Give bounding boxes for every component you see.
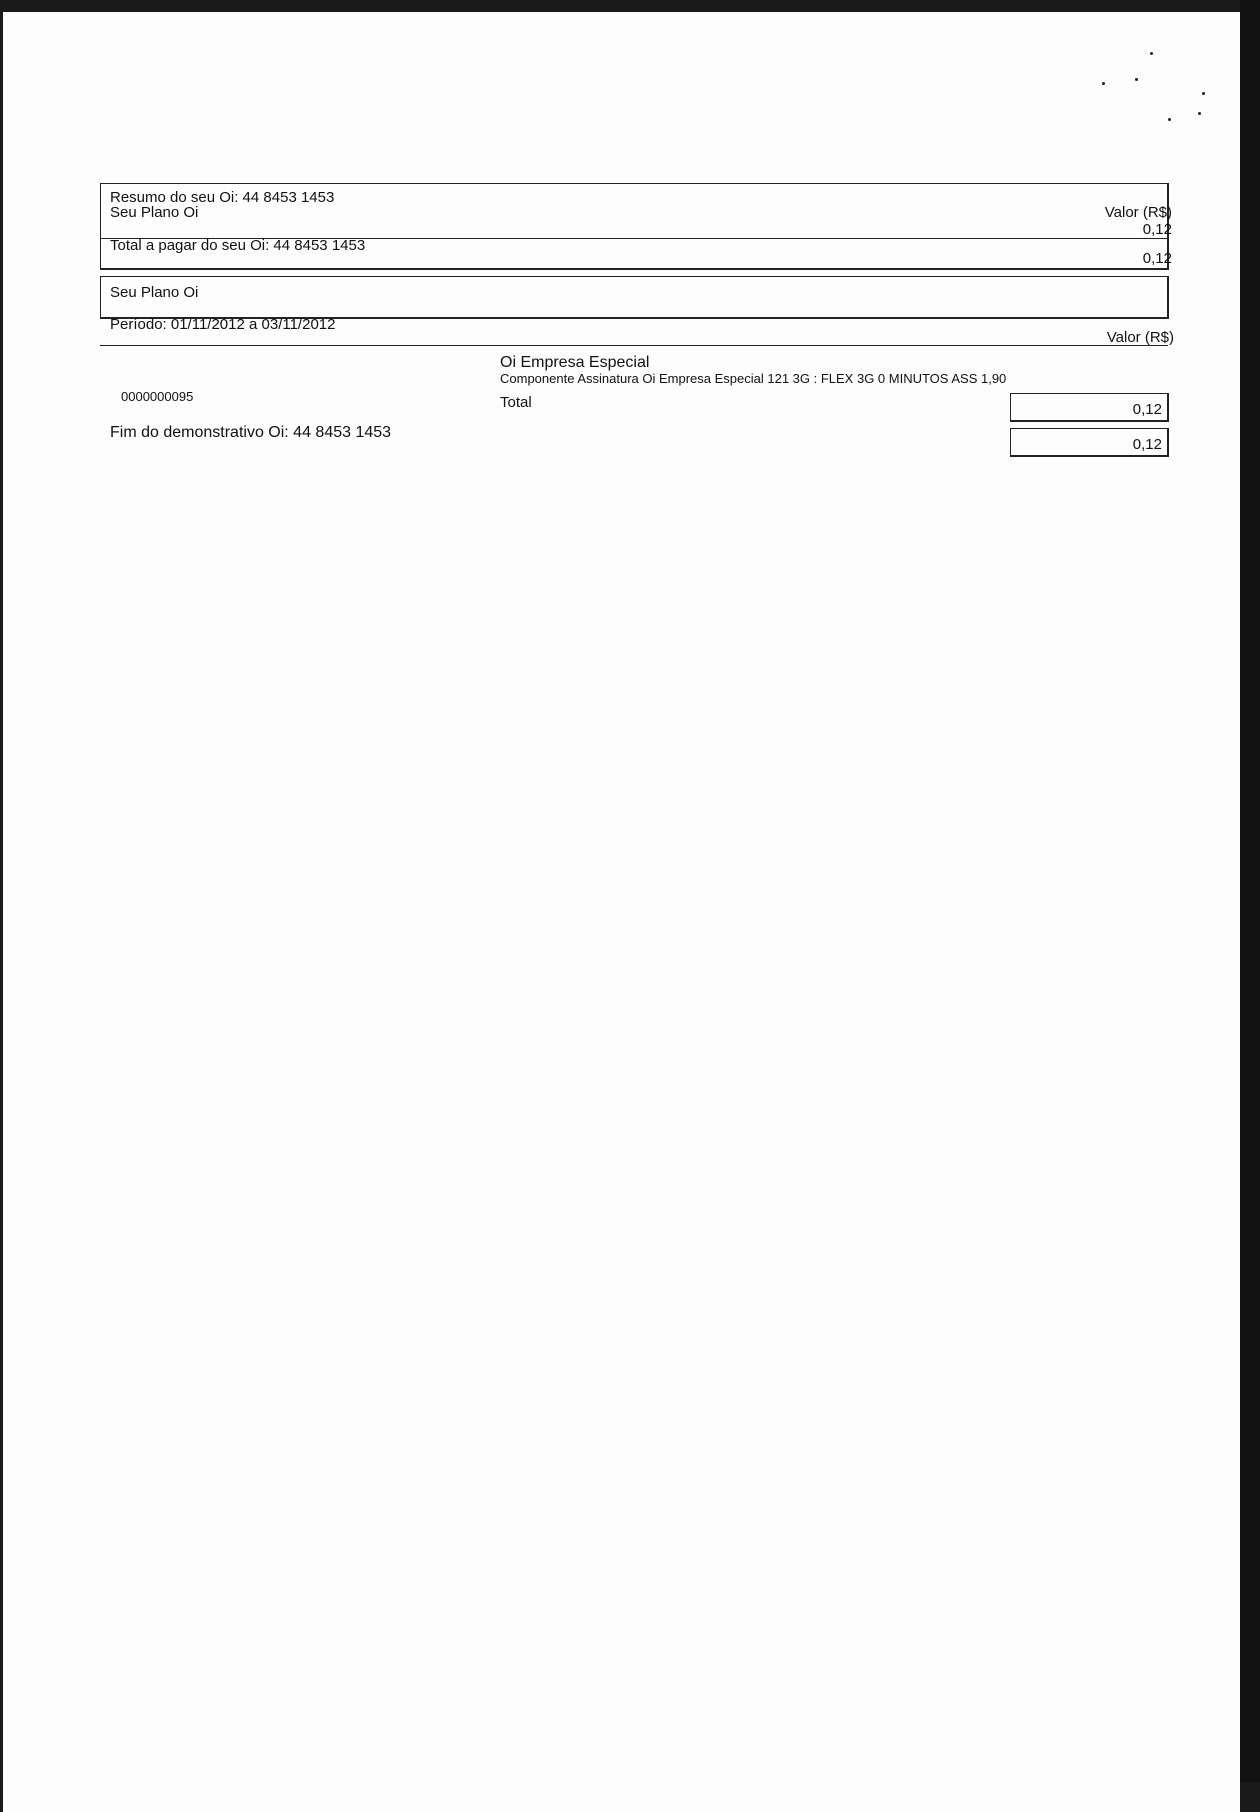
period-divider	[100, 345, 1168, 346]
scan-specks	[1080, 40, 1230, 140]
item-code: 0000000095	[121, 389, 194, 404]
item-name: Oi Empresa Especial	[500, 354, 650, 371]
summary-plan-value: 0,12	[1142, 221, 1172, 238]
summary-value-header: Valor (R$)	[1104, 204, 1172, 221]
item-description: Componente Assinatura Oi Empresa Especial 121 3G : FLEX 3G 0 MINUTOS ASS 1,90	[500, 371, 1007, 386]
summary-total-value: 0,12	[1142, 250, 1172, 267]
scan-edge	[1240, 0, 1260, 1782]
plan-value-header: Valor (R$)	[1106, 329, 1174, 346]
item-value: 0,12	[1132, 401, 1162, 418]
plan-section-box	[100, 276, 1169, 319]
end-of-statement-label: Fim do demonstrativo Oi: 44 8453 1453	[110, 424, 392, 441]
plan-section-title: Seu Plano Oi	[110, 284, 199, 301]
summary-plan-label: Seu Plano Oi	[110, 204, 199, 221]
end-value: 0,12	[1132, 436, 1162, 453]
item-total-label: Total	[500, 394, 532, 411]
summary-title: Resumo do seu Oi: 44 8453 1453	[110, 189, 335, 206]
period-label: Período: 01/11/2012 a 03/11/2012	[110, 316, 336, 333]
summary-total-label: Total a pagar do seu Oi: 44 8453 1453	[110, 237, 366, 254]
